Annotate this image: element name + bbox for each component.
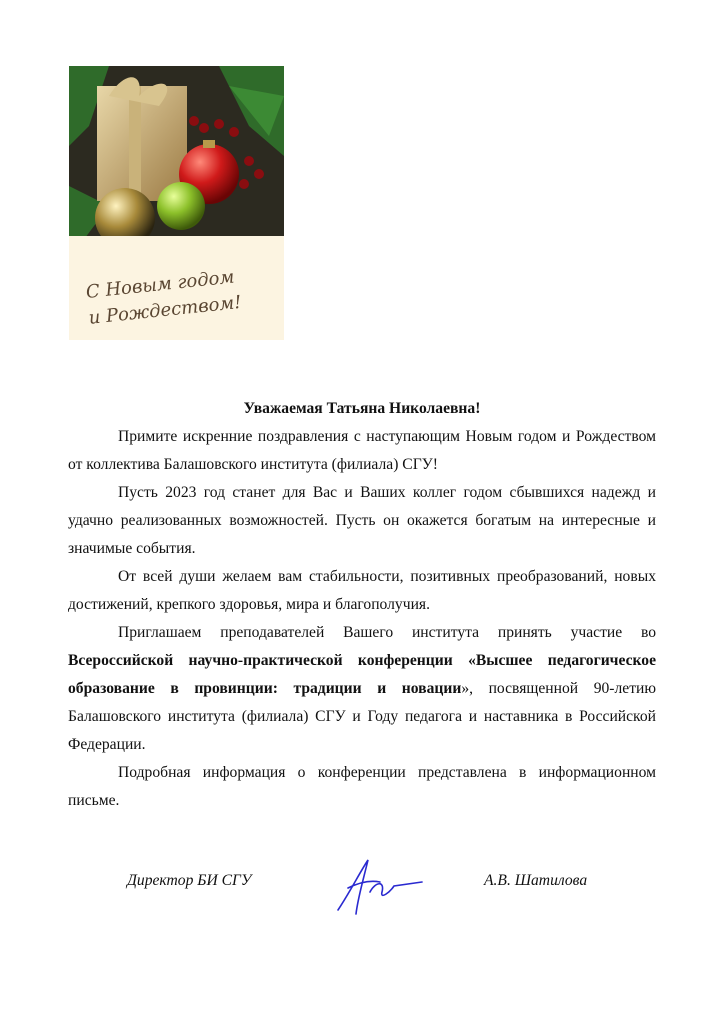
paragraph-4-start: Приглашаем преподавателей Вашего института принять участие во — [118, 624, 656, 641]
card-greeting-text: С Новым годом и Рождеством! — [85, 266, 243, 329]
paragraph-1: Примите искренние поздравления с наступающим Новым годом и Рождеством от коллектива Балашовского института (филиала) СГУ! — [68, 428, 656, 473]
handwritten-signature — [330, 852, 425, 922]
conference-title: Всероссийской научно-практической конференции «Высшее педагогическое образование в провинции: традиции и новации — [68, 652, 656, 697]
paragraph-4 — [68, 619, 656, 759]
signatory-title: Директор БИ СГУ — [127, 872, 252, 889]
signatory-name: А.В. Шатилова — [484, 872, 588, 889]
paragraph-3: От всей души желаем вам стабильности, позитивных преобразований, новых достижений, крепкого здоровья, мира и благополучия. — [68, 568, 656, 613]
paragraph-4-end: », посвященной 90-летию Балашовского института (филиала) СГУ и Году педагога и наставника в Российской Федерации. — [68, 680, 657, 753]
greeting-card-image — [69, 66, 284, 340]
salutation: Уважаемая Татьяна Николаевна! — [243, 400, 481, 417]
paragraph-2: Пусть 2023 год станет для Вас и Ваших коллег годом сбывшихся надежд и удачно реализованных возможностей. Пусть он окажется богатым на интересные и значимые события. — [68, 484, 656, 557]
paragraph-5: Подробная информация о конференции представлена в информационном письме. — [68, 764, 656, 809]
letter-body — [68, 395, 656, 815]
